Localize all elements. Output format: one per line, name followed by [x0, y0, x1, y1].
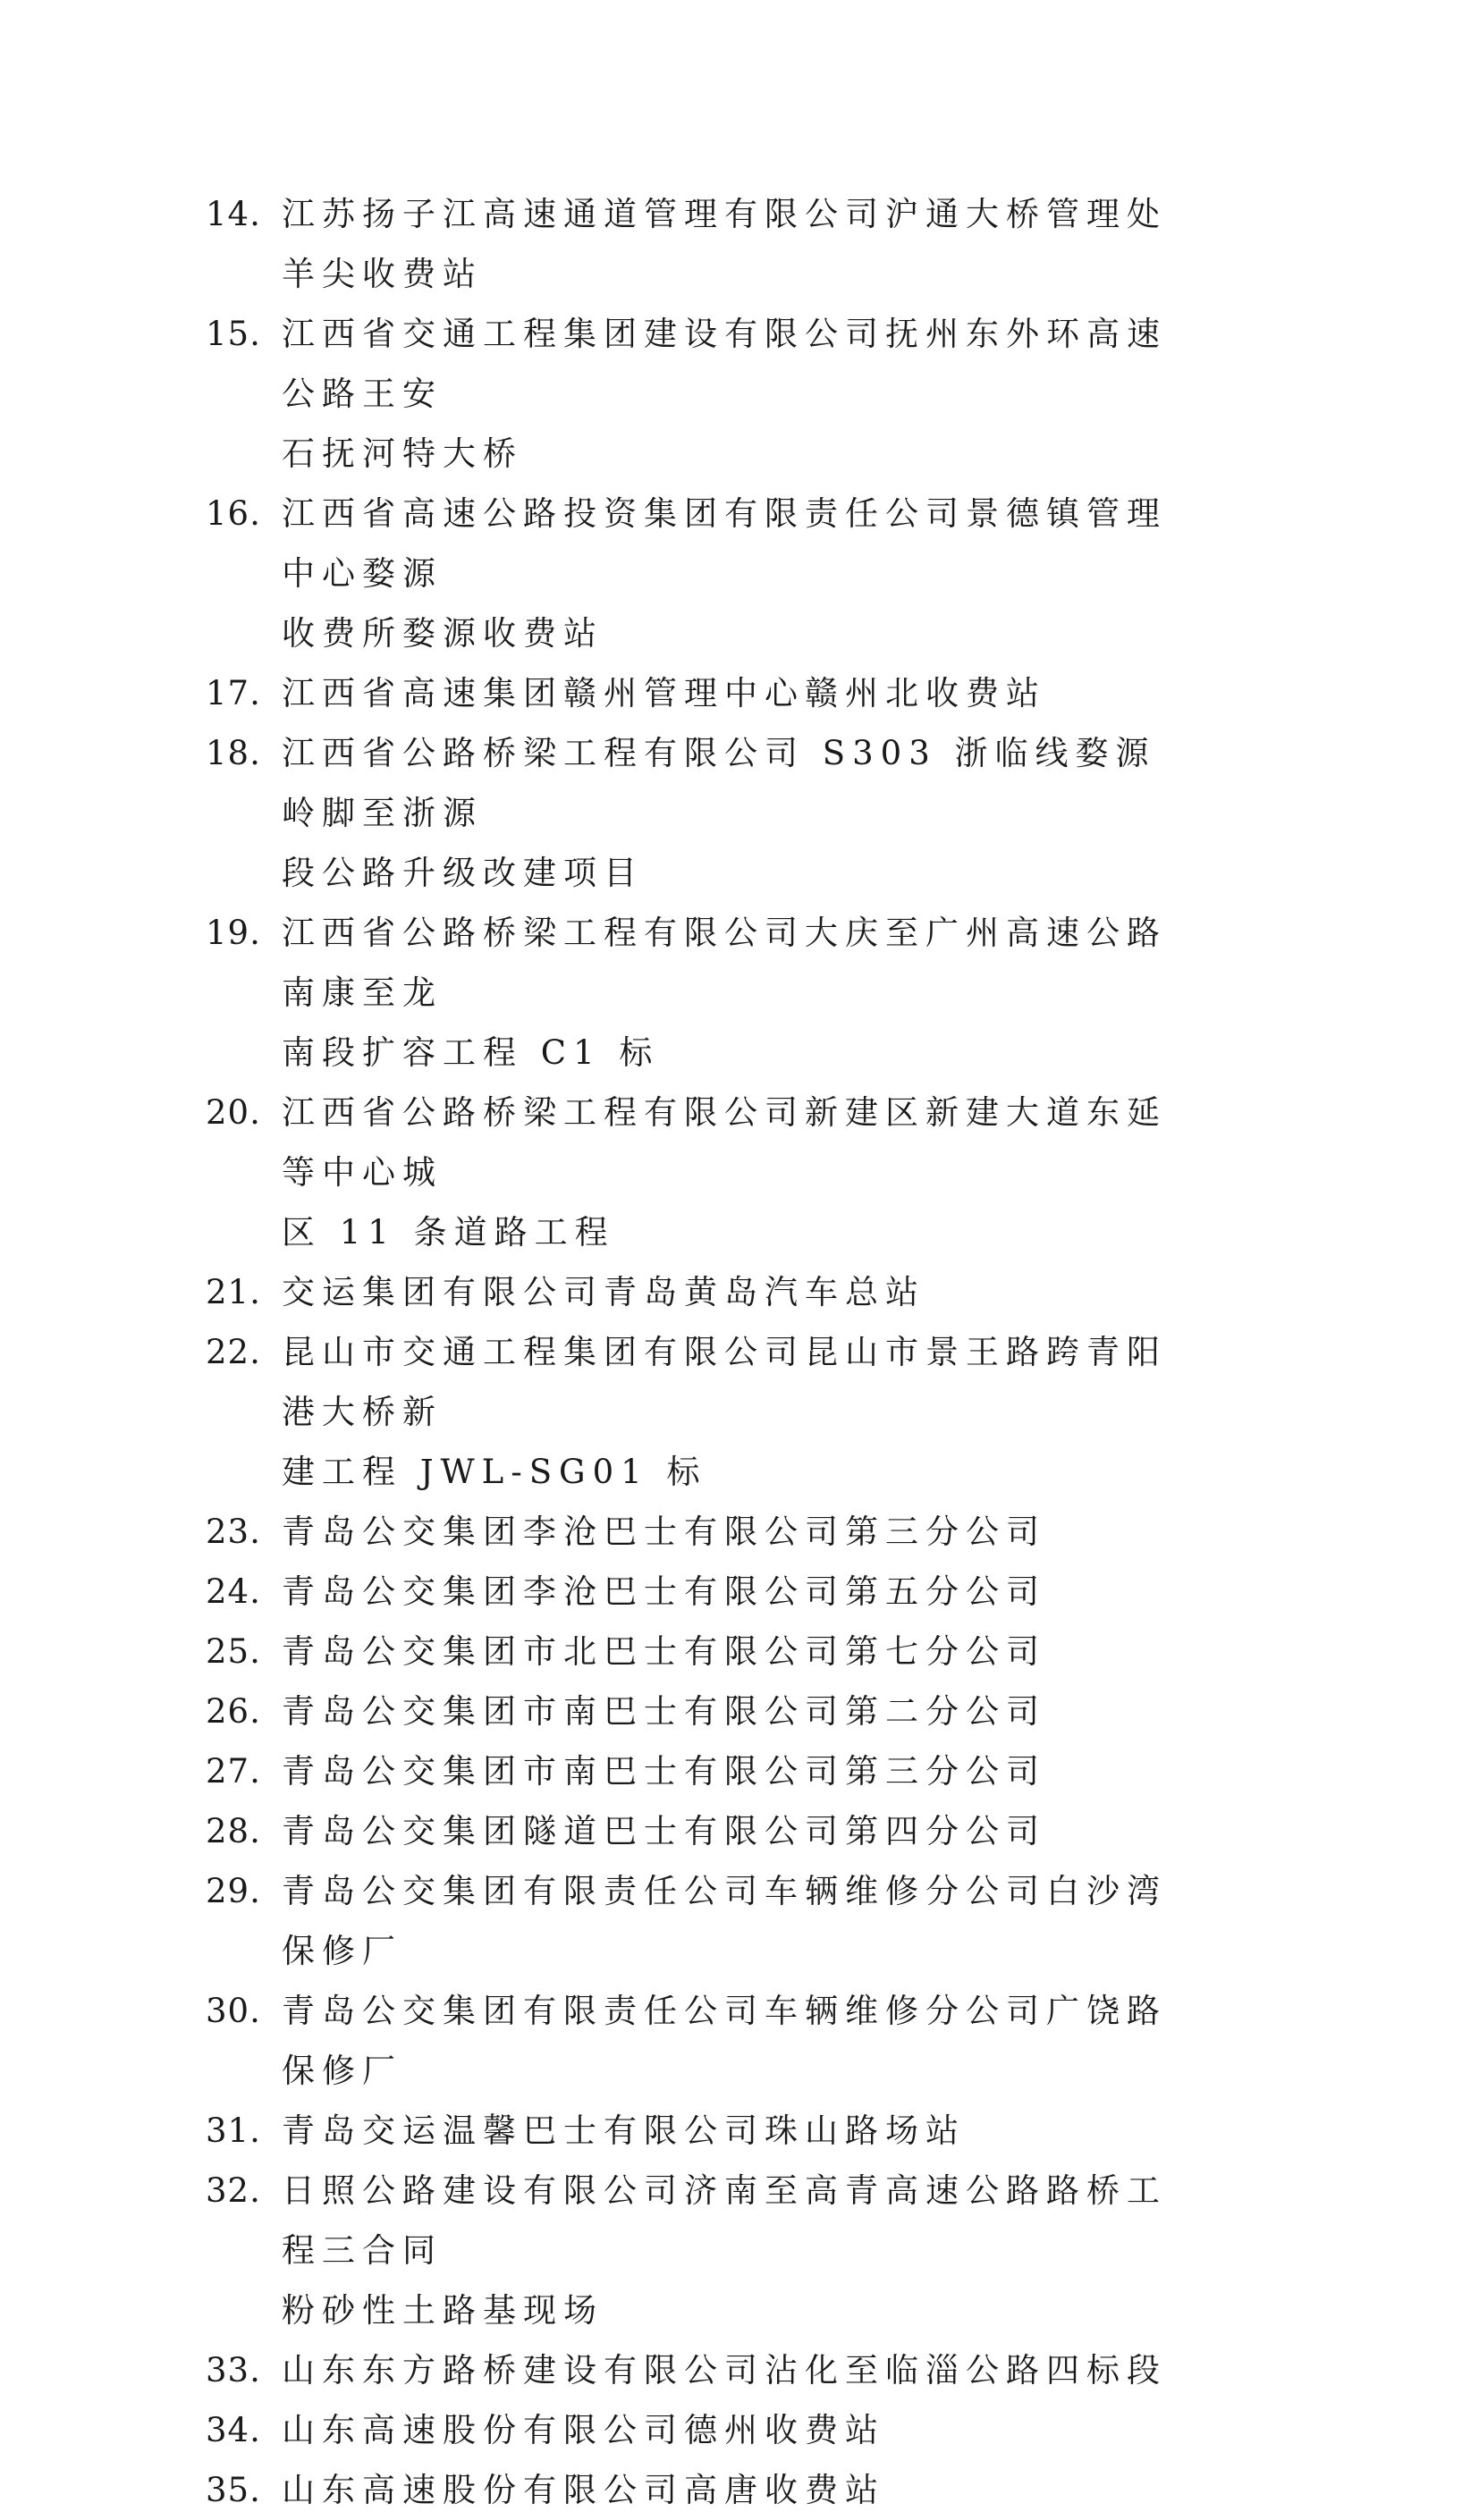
- item-text-line: 青岛公交集团李沧巴士有限公司第五分公司: [282, 1572, 1046, 1611]
- list-item: [206, 1262, 1279, 1322]
- item-number: 18.: [206, 734, 261, 772]
- item-text-line: 江西省高速公路投资集团有限责任公司景德镇管理中心婺源: [282, 494, 1167, 593]
- item-text: [282, 2400, 1176, 2460]
- item-text-line: 区 11 条道路工程: [282, 1213, 615, 1252]
- item-text-line: 江西省公路桥梁工程有限公司大庆至广州高速公路南康至龙: [282, 914, 1167, 1012]
- item-number: 14.: [206, 195, 261, 233]
- item-number: 21.: [206, 1273, 261, 1311]
- item-text: [282, 1981, 1176, 2101]
- item-number: 19.: [206, 914, 261, 952]
- item-number: 16.: [206, 494, 261, 533]
- item-text-line: 青岛公交集团有限责任公司车辆维修分公司广饶路保修厂: [282, 1992, 1167, 2090]
- list-item: [206, 184, 1279, 304]
- list-item: [206, 2460, 1279, 2520]
- item-number: 25.: [206, 1632, 261, 1671]
- item-text: [282, 1861, 1176, 1981]
- item-text-line: 山东高速股份有限公司德州收费站: [282, 2411, 885, 2449]
- item-text: [282, 1562, 1176, 1622]
- list-item: [206, 2101, 1279, 2161]
- item-text-line: 段公路升级改建项目: [282, 854, 644, 892]
- item-text: [282, 484, 1176, 663]
- item-number: 22.: [206, 1333, 261, 1371]
- item-text: [282, 1322, 1176, 1502]
- item-text: [282, 1262, 1176, 1322]
- item-number: 28.: [206, 1812, 261, 1850]
- item-text: [282, 2161, 1176, 2340]
- item-text: [282, 2340, 1176, 2400]
- item-text-line: 江西省公路桥梁工程有限公司 S303 浙临线婺源岭脚至浙源: [282, 734, 1156, 832]
- item-number: 20.: [206, 1093, 261, 1132]
- list-item: [206, 1322, 1279, 1502]
- item-number: 31.: [206, 2111, 261, 2150]
- item-text-line: 交运集团有限公司青岛黄岛汽车总站: [282, 1273, 925, 1311]
- item-number: 33.: [206, 2351, 261, 2389]
- item-number: 32.: [206, 2171, 261, 2210]
- item-text-line: 山东东方路桥建设有限公司沾化至临淄公路四标段: [282, 2351, 1167, 2389]
- item-text: [282, 2460, 1176, 2520]
- item-text: [282, 1502, 1176, 1562]
- item-text: [282, 1083, 1176, 1262]
- item-number: 29.: [206, 1872, 261, 1910]
- item-text-line: 石抚河特大桥: [282, 434, 523, 473]
- item-text-line: 日照公路建设有限公司济南至高青高速公路路桥工程三合同: [282, 2171, 1167, 2270]
- list-item: [206, 304, 1279, 484]
- item-text: [282, 184, 1176, 304]
- item-text-line: 青岛公交集团隧道巴士有限公司第四分公司: [282, 1812, 1046, 1850]
- item-text-line: 青岛公交集团有限责任公司车辆维修分公司白沙湾保修厂: [282, 1872, 1167, 1970]
- item-number: 30.: [206, 1992, 261, 2030]
- item-text-line: 青岛公交集团市北巴士有限公司第七分公司: [282, 1632, 1046, 1671]
- item-number: 27.: [206, 1752, 261, 1791]
- list-item: [206, 2340, 1279, 2400]
- list-item: [206, 1083, 1279, 1262]
- list-item: [206, 1741, 1279, 1801]
- item-text: [282, 723, 1176, 903]
- item-text-line: 昆山市交通工程集团有限公司昆山市景王路跨青阳港大桥新: [282, 1333, 1167, 1431]
- item-number: 26.: [206, 1692, 261, 1731]
- item-text-line: 粉砂性土路基现场: [282, 2291, 604, 2330]
- item-text-line: 建工程 JWL-SG01 标: [282, 1453, 707, 1491]
- item-number: 34.: [206, 2411, 261, 2449]
- item-text-line: 青岛公交集团市南巴士有限公司第二分公司: [282, 1692, 1046, 1731]
- list-item: [206, 1622, 1279, 1681]
- item-text: [282, 304, 1176, 484]
- list-item: [206, 2161, 1279, 2340]
- item-text-line: 南段扩容工程 C1 标: [282, 1033, 660, 1072]
- item-text-line: 青岛交运温馨巴士有限公司珠山路场站: [282, 2111, 966, 2150]
- item-text: [282, 1801, 1176, 1861]
- item-text: [282, 2101, 1176, 2161]
- item-number: 23.: [206, 1513, 261, 1551]
- item-text-line: 江西省公路桥梁工程有限公司新建区新建大道东延等中心城: [282, 1093, 1167, 1192]
- item-text: [282, 1681, 1176, 1741]
- item-number: 17.: [206, 674, 261, 712]
- list-item: [206, 903, 1279, 1083]
- item-text-line: 江西省高速集团赣州管理中心赣州北收费站: [282, 674, 1046, 712]
- item-text-line: 收费所婺源收费站: [282, 614, 604, 653]
- item-text: [282, 663, 1176, 723]
- list-item: [206, 1502, 1279, 1562]
- list-item: [206, 2400, 1279, 2460]
- entry-list: [206, 184, 1279, 2520]
- list-item: [206, 1562, 1279, 1622]
- item-number: 24.: [206, 1572, 261, 1611]
- item-text-line: 江西省交通工程集团建设有限公司抚州东外环高速公路王安: [282, 315, 1167, 413]
- item-text: [282, 1741, 1176, 1801]
- list-item: [206, 1981, 1279, 2101]
- item-text: [282, 1622, 1176, 1681]
- list-item: [206, 1861, 1279, 1981]
- item-number: 35.: [206, 2471, 261, 2509]
- list-item: [206, 484, 1279, 663]
- item-text-line: 山东高速股份有限公司高唐收费站: [282, 2471, 885, 2509]
- item-text-line: 青岛公交集团李沧巴士有限公司第三分公司: [282, 1513, 1046, 1551]
- list-item: [206, 663, 1279, 723]
- item-text-line: 江苏扬子江高速通道管理有限公司沪通大桥管理处羊尖收费站: [282, 195, 1167, 293]
- list-item: [206, 723, 1279, 903]
- item-number: 15.: [206, 315, 261, 353]
- list-item: [206, 1681, 1279, 1741]
- list-item: [206, 1801, 1279, 1861]
- item-text-line: 青岛公交集团市南巴士有限公司第三分公司: [282, 1752, 1046, 1791]
- item-text: [282, 903, 1176, 1083]
